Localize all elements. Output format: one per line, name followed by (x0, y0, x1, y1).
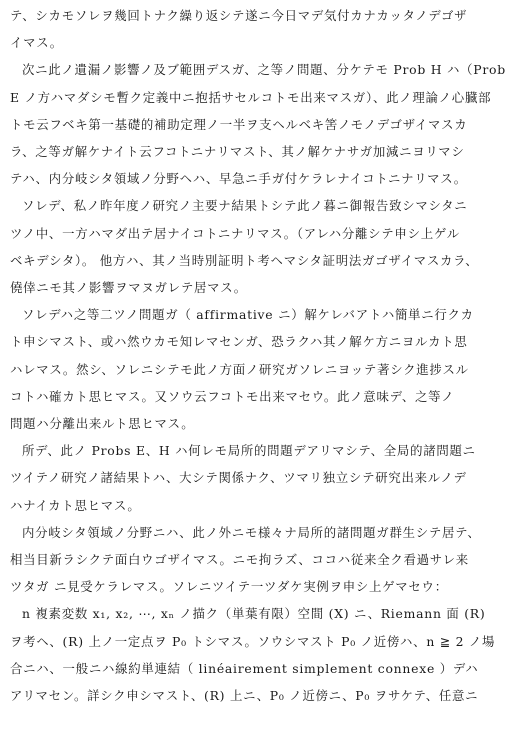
manuscript-line: ベキデシタ）。 他方ハ、其ノ当時別証明ト考ヘマシタ証明法ガゴザイマスカラ、 (10, 252, 479, 268)
manuscript-line: 相当目新ラシクテ面白ウゴザイマス。ニモ拘ラズ、ココハ従来全ク看過サレ来 (10, 552, 469, 567)
manuscript-line: ハナイカト思ヒマス。 (10, 497, 141, 513)
manuscript-line: ラ、之等ガ解ケナイト云フコトニナリマスト、其ノ解ケナサガ加減ニヨリマシ (10, 144, 465, 159)
manuscript-line: 僥倖ニモ其ノ影響ヲマヌガレテ居マス。 (10, 280, 247, 295)
manuscript-line: テハ、内分岐シタ領域ノ分野ヘハ、早急ニ手ガ付ケラレナイコトニナリマス。 (10, 171, 467, 187)
manuscript-line: ヲ考ヘ、(R) 上ノ一定点ヲ P₀ トシマス。ソウシマスト P₀ ノ近傍ハ、n ≧ 2 ノ場 (10, 633, 496, 649)
manuscript-line: E ノ方ハマダシモ暫ク定義中ニ抱括サセルコトモ出来マスガ）、此ノ理論ノ心臓部 (10, 89, 492, 105)
manuscript-line: ツノ中、一方ハマダ出テ居ナイコトニナリマス。（アレハ分離シテ申シ上ゲル (10, 225, 460, 241)
manuscript-line: 次ニ此ノ遺漏ノ影響ノ及ブ範囲デスガ、之等ノ問題、分ケテモ Prob H ハ（Prob (22, 62, 506, 78)
manuscript-line: コトハ確カト思ヒマス。又ソウ云フコトモ出来マセウ。此ノ意味デ、之等ノ (10, 388, 455, 404)
manuscript-line: トモ云フベキ第一基礎的補助定理ノ一半ヲ支ヘルベキ筈ノモノデゴザイマスカ (10, 116, 468, 132)
manuscript-line: 問題ハ分離出来ルト思ヒマス。 (10, 416, 195, 431)
manuscript-line: n 複素変数 x₁, x₂, ⋯, xₙ ノ描ク（単葉有限）空間 (X) ニ、Riemann 面 (R) (22, 606, 486, 622)
manuscript-line: ハレマス。然シ、ソレニシテモ此ノ方面ノ研究ガソレニヨッテ著シク進捗スル (10, 361, 469, 377)
manuscript-line: ツタガ ニ見受ケラレマス。ソレニツイテ一ツダケ実例ヲ申シ上ゲマセウ： (10, 579, 448, 595)
manuscript-line: ソレデ、私ノ昨年度ノ研究ノ主要ナ結果トシテ此ノ暮ニ御報告致シマシタニ (22, 198, 468, 214)
manuscript-line: アリマセン。詳シク申シマスト、(R) 上ニ、P₀ ノ近傍ニ、P₀ ヲサケテ、任意ニ (10, 688, 479, 703)
manuscript-line: 所デ、此ノ Probs E、H ハ何レモ局所的問題デアリマシテ、全局的諸問題ニ (22, 443, 476, 459)
manuscript-line: ツイテノ研究ノ諸結果トハ、大シテ関係ナク、ツマリ独立シテ研究出来ルノデ (10, 470, 467, 486)
manuscript-line: ソレデハ之等二ツノ問題ガ（ affirmative ニ）解ケレバアトハ簡単ニ行クカ (22, 307, 474, 323)
manuscript-line: ト申シマスト、或ハ然ウカモ知レマセンガ、恐ラクハ其ノ解ケ方ニヨルカト思 (10, 334, 468, 350)
manuscript-line: 内分岐シタ領域ノ分野ニハ、此ノ外ニモ様々ナ局所的諸問題ガ群生シテ居テ、 (22, 524, 481, 540)
manuscript-line: テ、シカモソレヲ幾回トナク繰り返シテ遂ニ今日マデ気付カナカッタノデゴザ (10, 8, 468, 23)
manuscript-line: イマス。 (10, 35, 63, 51)
manuscript-line: 合ニハ、一般ニハ線約単連結（ linéairement simplement connexe ）デハ (10, 660, 479, 676)
